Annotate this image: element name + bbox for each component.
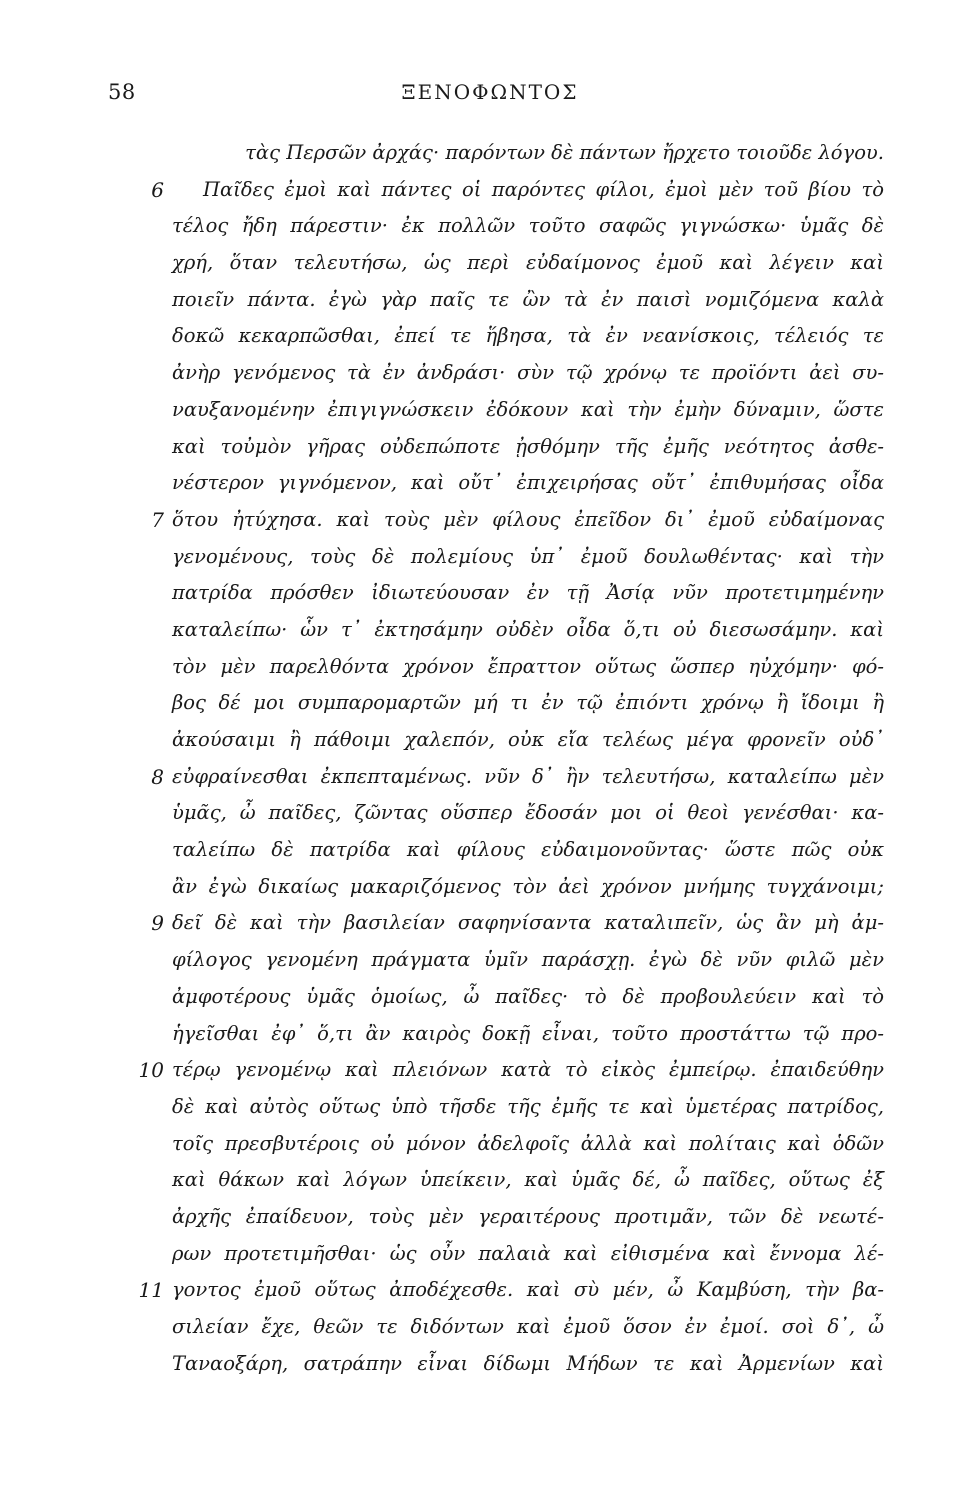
text-line — [0, 981, 980, 1018]
text-line — [0, 907, 980, 944]
text-line — [0, 320, 980, 357]
greek-text-body — [0, 137, 980, 1384]
text-line — [0, 137, 980, 174]
section-number: 11 — [138, 1278, 164, 1303]
line-text: ἀνὴρ γενόμενος τὰ ἐν ἀνδράσι· σὺν τῷ χρόνῳ τε προϊόντι ἀεὶ συ- — [172, 361, 884, 385]
line-text: ρων προτετιμῆσθαι· ὡς οὖν παλαιὰ καὶ εἰθισμένα καὶ ἔννομα λέ- — [172, 1241, 884, 1265]
text-line — [0, 1054, 980, 1091]
line-text: δὲ καὶ αὐτὸς οὕτως ὑπὸ τῆσδε τῆς ἐμῆς τε καὶ ὑμετέρας πατρίδος, — [172, 1094, 884, 1118]
text-line — [0, 247, 980, 284]
line-text: γενομένους, τοὺς δὲ πολεμίους ὑπ᾽ ἐμοῦ δουλωθέντας· καὶ τὴν — [172, 544, 884, 568]
line-text: τὰς Περσῶν ἀρχάς· παρόντων δὲ πάντων ἤρχετο τοιοῦδε λόγου. — [245, 141, 884, 164]
text-line — [0, 357, 980, 394]
line-text: γοντος ἐμοῦ οὕτως ἀποδέχεσθε. καὶ σὺ μέν, ὦ Καμβύση, τὴν βα- — [172, 1278, 884, 1302]
line-text: ἀμφοτέρους ὑμᾶς ὁμοίως, ὦ παῖδες· τὸ δὲ προβουλεύειν καὶ τὸ — [172, 984, 884, 1008]
section-number: 10 — [138, 1058, 164, 1083]
text-line — [0, 1348, 980, 1385]
text-line — [0, 284, 980, 321]
section-number: 7 — [151, 507, 164, 532]
line-text: βος δέ μοι συμπαρομαρτῶν μή τι ἐν τῷ ἐπιόντι χρόνῳ ἢ ἴδοιμι ἢ — [172, 691, 884, 715]
line-text: ἂν ἐγὼ δικαίως μακαριζόμενος τὸν ἀεὶ χρόνον μνήμης τυγχάνοιμι; — [172, 874, 884, 898]
line-text: Παῖδες ἐμοὶ καὶ πάντες οἱ παρόντες φίλοι, ἐμοὶ μὲν τοῦ βίου τὸ — [203, 177, 884, 201]
text-line — [0, 1201, 980, 1238]
text-line — [0, 467, 980, 504]
line-text: ἡγεῖσθαι ἐφ᾽ ὅ,τι ἂν καιρὸς δοκῇ εἶναι, τοῦτο προστάττω τῷ προ- — [172, 1021, 884, 1045]
line-text: τὸν μὲν παρελθόντα χρόνον ἔπραττον οὕτως ὥσπερ ηὐχόμην· φό- — [172, 654, 884, 678]
page-number: 58 — [108, 80, 136, 104]
text-line — [0, 394, 980, 431]
text-line — [0, 1238, 980, 1275]
line-text: καὶ τοὐμὸν γῆρας οὐδεπώποτε ᾐσθόμην τῆς ἐμῆς νεότητος ἀσθε- — [172, 434, 884, 458]
section-number: 9 — [151, 911, 164, 936]
line-text: σιλείαν ἔχε, θεῶν τε διδόντων καὶ ἐμοῦ ὅσον ἐν ἐμοί. σοὶ δ᾽, ὦ — [172, 1315, 884, 1338]
text-line — [0, 871, 980, 908]
line-text: πατρίδα πρόσθεν ἰδιωτεύουσαν ἐν τῇ Ἀσίᾳ νῦν προτετιμημένην — [172, 581, 884, 605]
line-text: τέλος ἤδη πάρεστιν· ἐκ πολλῶν τοῦτο σαφῶς γιγνώσκω· ὑμᾶς δὲ — [172, 214, 884, 238]
text-line — [0, 210, 980, 247]
text-line — [0, 797, 980, 834]
text-line — [0, 724, 980, 761]
line-text: δεῖ δὲ καὶ τὴν βασιλείαν σαφηνίσαντα καταλιπεῖν, ὡς ἂν μὴ ἀμ- — [172, 911, 884, 935]
text-line — [0, 1164, 980, 1201]
text-line — [0, 614, 980, 651]
text-line — [0, 834, 980, 871]
line-text: ὅτου ἠτύχησα. καὶ τοὺς μὲν φίλους ἐπεῖδον δι᾽ ἐμοῦ εὐδαίμονας — [172, 507, 884, 531]
line-text: ποιεῖν πάντα. ἐγὼ γὰρ παῖς τε ὢν τὰ ἐν παισὶ νομιζόμενα καλὰ — [172, 287, 884, 311]
line-text: καὶ θάκων καὶ λόγων ὑπείκειν, καὶ ὑμᾶς δέ, ὦ παῖδες, οὕτως ἐξ — [172, 1168, 884, 1192]
text-line — [0, 761, 980, 798]
text-line — [0, 1128, 980, 1165]
line-text: τοῖς πρεσβυτέροις οὐ μόνον ἀδελφοῖς ἀλλὰ καὶ πολίταις καὶ ὁδῶν — [172, 1131, 884, 1155]
line-text: καταλείπω· ὧν τ᾽ ἐκτησάμην οὐδὲν οἶδα ὅ,τι οὐ διεσωσάμην. καὶ — [172, 617, 884, 641]
text-line — [0, 1018, 980, 1055]
line-text: ταλείπω δὲ πατρίδα καὶ φίλους εὐδαιμονοῦντας· ὥστε πῶς οὐκ — [172, 838, 884, 862]
text-line — [0, 541, 980, 578]
line-text: δοκῶ κεκαρπῶσθαι, ἐπεί τε ἥβησα, τὰ ἐν νεανίσκοις, τέλειός τε — [172, 324, 884, 348]
section-number: 6 — [151, 177, 164, 202]
text-line — [0, 174, 980, 211]
line-text: ἀκούσαιμι ἢ πάθοιμι χαλεπόν, οὐκ εἴα τελέως μέγα φρονεῖν οὐδ᾽ — [172, 728, 884, 751]
text-line — [0, 1091, 980, 1128]
text-line — [0, 944, 980, 981]
text-line — [0, 687, 980, 724]
text-line — [0, 431, 980, 468]
line-text: εὐφραίνεσθαι ἐκπεπταμένως. νῦν δ᾽ ἢν τελευτήσω, καταλείπω μὲν — [172, 764, 884, 788]
line-text: τέρῳ γενομένῳ καὶ πλειόνων κατὰ τὸ εἰκὸς ἐμπείρῳ. ἐπαιδεύθην — [172, 1058, 884, 1082]
line-text: ἀρχῆς ἐπαίδευον, τοὺς μὲν γεραιτέρους προτιμᾶν, τῶν δὲ νεωτέ- — [172, 1204, 884, 1228]
line-text: χρή, ὅταν τελευτήσω, ὡς περὶ εὐδαίμονος ἐμοῦ καὶ λέγειν καὶ — [172, 251, 884, 275]
running-head: ΞΕΝΟΦΩΝΤΟΣ — [401, 80, 579, 104]
text-line — [0, 577, 980, 614]
line-text: φίλογος γενομένη πράγματα ὑμῖν παράσχῃ. ἐγὼ δὲ νῦν φιλῶ μὲν — [172, 948, 884, 972]
section-number: 8 — [151, 764, 164, 789]
line-text: ναυξανομένην ἐπιγιγνώσκειν ἐδόκουν καὶ τὴν ἐμὴν δύναμιν, ὥστε — [172, 397, 884, 421]
text-line — [0, 651, 980, 688]
text-line — [0, 1311, 980, 1348]
line-text: νέστερον γιγνόμενον, καὶ οὔτ᾽ ἐπιχειρήσας οὔτ᾽ ἐπιθυμήσας οἶδα — [172, 471, 884, 495]
text-line — [0, 1274, 980, 1311]
page-header — [0, 80, 980, 110]
line-text: ὑμᾶς, ὦ παῖδες, ζῶντας οὕσπερ ἔδοσάν μοι οἱ θεοὶ γενέσθαι· κα- — [172, 801, 884, 825]
text-line — [0, 504, 980, 541]
line-text: Ταναοξάρη, σατράπην εἶναι δίδωμι Μήδων τε καὶ Ἀρμενίων καὶ — [172, 1351, 884, 1375]
